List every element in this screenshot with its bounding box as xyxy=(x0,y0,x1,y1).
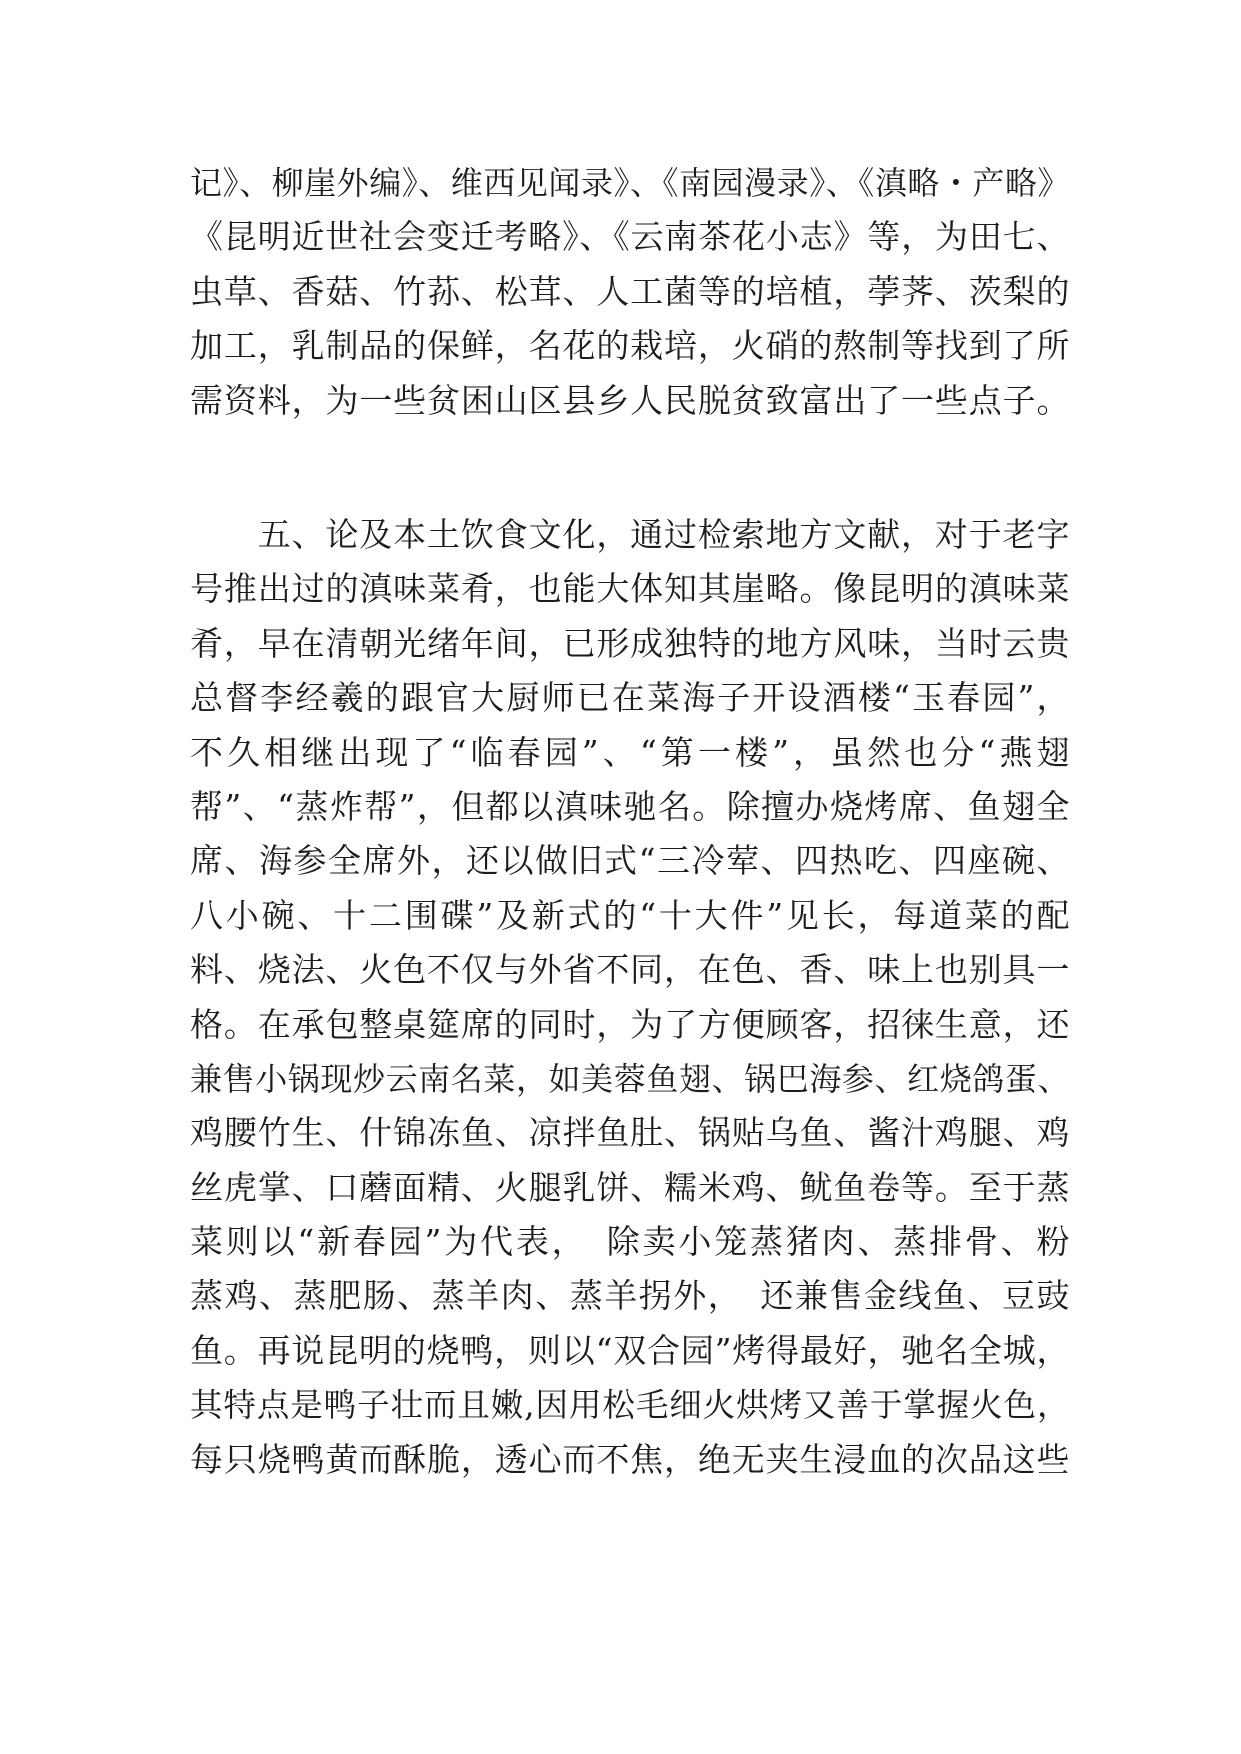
text-line: 每只烧鸭黄而酥脆，透心而不焦，绝无夹生浸血的次品这些 xyxy=(190,1439,1070,1479)
text-line: 不久相继出现了“临春园”、“第一楼”，虽然也分“燕翅 xyxy=(190,732,1070,772)
paragraph-food-culture xyxy=(190,508,1070,1487)
text-line: 丝虎掌、口蘑面精、火腿乳饼、糯米鸡、鱿鱼卷等。至于蒸 xyxy=(190,1167,1070,1207)
text-line: 鸡腰竹生、什锦冻鱼、凉拌鱼肚、锅贴乌鱼、酱汁鸡腿、鸡 xyxy=(190,1113,1070,1153)
text-line: 帮”、“蒸炸帮”，但都以滇味驰名。除擅办烧烤席、鱼翅全 xyxy=(190,786,1070,826)
text-line: 加工，乳制品的保鲜，名花的栽培，火硝的熬制等找到了所 xyxy=(190,326,1070,366)
text-line: 席、海参全席外，还以做旧式“三冷荤、四热吃、四座碗、 xyxy=(190,841,1070,881)
text-line: 格。在承包整桌筵席的同时，为了方便顾客，招徕生意，还 xyxy=(190,1004,1070,1044)
text-line: 《昆明近世社会变迁考略》、《云南茶花小志》等，为田七、 xyxy=(190,217,1070,257)
text-line: 需资料，为一些贫困山区县乡人民脱贫致富出了一些点子。 xyxy=(190,380,1070,420)
text-line: 料、烧法、火色不仅与外省不同，在色、香、味上也别具一 xyxy=(190,950,1070,990)
text-line: 菜则以“新春园”为代表， 除卖小笼蒸猪肉、蒸排骨、粉 xyxy=(190,1222,1070,1262)
text-line: 五、论及本土饮食文化，通过检索地方文献，对于老字 xyxy=(190,515,1070,554)
text-line: 兼售小锅现炒云南名菜，如美蓉鱼翅、锅巴海参、红烧鸽蛋、 xyxy=(190,1059,1070,1098)
text-line: 记》、柳崖外编》、维西见闻录》、《南园漫录》、《滇略・产略》 xyxy=(190,164,1070,202)
text-line: 肴，早在清朝光绪年间，已形成独特的地方风味，当时云贵 xyxy=(190,623,1070,663)
text-line: 号推出过的滇味菜肴，也能大体知其崖略。像昆明的滇味菜 xyxy=(190,569,1070,609)
paragraph-sources xyxy=(190,156,1070,428)
text-line: 其特点是鸭子壮而且嫩,因用松毛细火烘烤又善于掌握火色， xyxy=(190,1386,1070,1425)
text-line: 八小碗、十二围碟”及新式的“十大件”见长，每道菜的配 xyxy=(190,895,1070,935)
text-line: 鱼。再说昆明的烧鸭，则以“双合园”烤得最好，驰名全城， xyxy=(190,1330,1070,1370)
text-line: 蒸鸡、蒸肥肠、蒸羊肉、蒸羊拐外， 还兼售金线鱼、豆豉 xyxy=(190,1276,1070,1316)
text-line: 虫草、香菇、竹荪、松茸、人工菌等的培植，荸荠、茨梨的 xyxy=(190,271,1070,311)
text-line: 总督李经羲的跟官大厨师已在菜海子开设酒楼“玉春园”， xyxy=(190,678,1070,718)
